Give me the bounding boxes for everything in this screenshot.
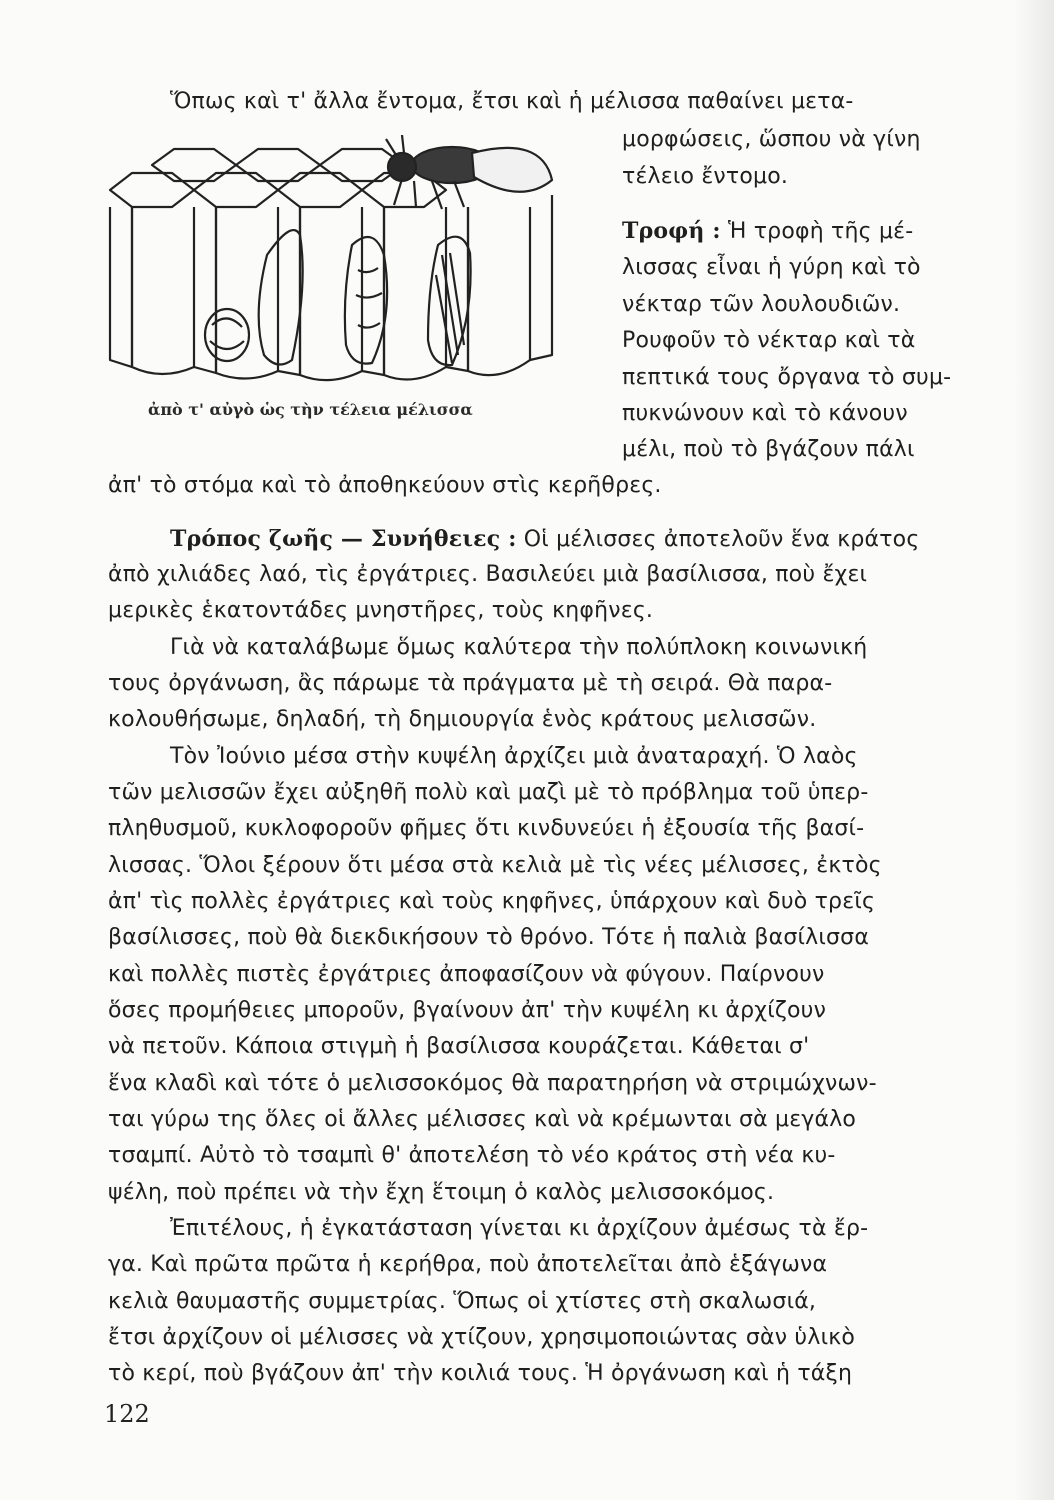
body-line: Ἐπιτέλους, ἡ ἐγκατάσταση γίνεται κι ἀρχίζουν ἀμέσως τὰ ἔρ- <box>170 1216 869 1241</box>
intro-line-3: τέλειο ἔντομο. <box>622 164 789 189</box>
trofi-heading: Τροφή : <box>622 218 721 244</box>
trofi-first-line <box>622 213 913 251</box>
hex-cell-top <box>278 173 362 207</box>
hex-cell-top <box>236 149 320 181</box>
body-line: ἕνα κλαδὶ καὶ τότε ὁ μελισσοκόμος θὰ παρατηρήση νὰ στριμώχνων- <box>108 1071 877 1096</box>
body-line: νὰ πετοῦν. Κάποια στιγμὴ ἡ βασίλισσα κουράζεται. Κάθεται σ' <box>108 1034 810 1059</box>
body-line: κολουθήσωμε, δηλαδή, τὴ δημιουργία ἑνὸς κράτους μελισσῶν. <box>108 707 817 732</box>
trofi-line: πεπτικά τους ὄργανα τὸ συμ- <box>622 365 952 390</box>
body-line: κελιὰ θαυμαστῆς συμμετρίας. Ὅπως οἱ χτίστες στὴ σκαλωσιά, <box>108 1289 817 1314</box>
body-line: λισσας. Ὅλοι ξέρουν ὅτι μέσα στὰ κελιὰ μὲ τὶς νέες μέλισσες, ἐκτὸς <box>108 853 882 878</box>
adult-bee-head <box>388 153 416 181</box>
body-line: ψέλη, ποὺ πρέπει νὰ τὴν ἔχη ἕτοιμη ὁ καλὸς μελισσοκόμος. <box>108 1180 775 1205</box>
egg-larva-curled <box>205 309 249 361</box>
body-line: ἀπὸ χιλιάδες λαό, τὶς ἐργάτριες. Βασιλεύει μιὰ βασίλισσα, ποὺ ἔχει <box>108 562 868 587</box>
body-line: γα. Καὶ πρῶτα πρῶτα ἡ κερήθρα, ποὺ ἀποτελεῖται ἀπὸ ἑξάγωνα <box>108 1252 828 1277</box>
body-line: βασίλισσες, ποὺ θὰ διεκδικήσουν τὸ θρόνο. Τότε ἡ παλιὰ βασίλισσα <box>108 925 870 950</box>
body-line: ἀπ' τὶς πολλὲς ἐργάτριες καὶ τοὺς κηφῆνες, ὑπάρχουν καὶ δυὸ τρεῖς <box>108 889 876 914</box>
body-line: Τὸν Ἰούνιο μέσα στὴν κυψέλη ἀρχίζει μιὰ ἀναταραχή. Ὁ λαὸς <box>170 744 858 769</box>
tropos-first-line <box>170 521 919 559</box>
trofi-line: λισσας εἶναι ἡ γύρη καὶ τὸ <box>622 255 921 280</box>
body-line: τους ὀργάνωση, ἂς πάρωμε τὰ πράγματα μὲ τὴ σειρά. Θὰ παρα- <box>108 671 833 696</box>
figure-caption: ἀπὸ τ' αὐγὸ ὡς τὴν τέλεια μέλισσα <box>148 400 473 419</box>
trofi-line: νέκταρ τῶν λουλουδιῶν. <box>622 292 901 317</box>
body-line: μερικὲς ἑκατοντάδες μνηστῆρες, τοὺς κηφῆνες. <box>108 598 654 623</box>
body-line: καὶ πολλὲς πιστὲς ἐργάτριες ἀποφασίζουν νὰ φύγουν. Παίρνουν <box>108 962 825 987</box>
larva <box>259 230 303 364</box>
trofi-first-line-rest: Ἡ τροφὴ τῆς μέ- <box>720 219 914 244</box>
pupa <box>345 237 387 364</box>
page-number: 122 <box>104 1400 150 1428</box>
body-line: ἔτσι ἀρχίζουν οἱ μέλισσες νὰ χτίζουν, χρησιμοποιώντας σὰν ὑλικὸ <box>108 1325 856 1350</box>
hex-cell-top <box>152 149 236 181</box>
trofi-line: μέλι, ποὺ τὸ βγάζουν πάλι <box>622 437 915 462</box>
body-line: ται γύρω της ὅλες οἱ ἄλλες μέλισσες καὶ νὰ κρέμωνται σὰ μεγάλο <box>108 1107 857 1132</box>
intro-line-1: Ὅπως καὶ τ' ἄλλα ἔντομα, ἔτσι καὶ ἡ μέλισσα παθαίνει μετα- <box>170 89 854 114</box>
hex-cell-top <box>194 173 278 207</box>
trofi-line: ἀπ' τὸ στόμα καὶ τὸ ἀποθηκεύουν στὶς κερῆθρες. <box>108 473 662 498</box>
body-line: ὅσες προμήθειες μποροῦν, βγαίνουν ἀπ' τὴν κυψέλη κι ἀρχίζουν <box>108 998 827 1023</box>
bee-metamorphosis-illustration <box>102 135 572 385</box>
tropos-first-line-rest: Οἱ μέλισσες ἀποτελοῦν ἕνα κράτος <box>516 527 920 552</box>
tropos-heading: Τρόπος ζωῆς — Συνήθειες : <box>170 526 517 552</box>
body-line: πληθυσμοῦ, κυκλοφοροῦν φῆμες ὅτι κινδυνεύει ἡ ἐξουσία τῆς βασί- <box>108 816 865 841</box>
body-line: τῶν μελισσῶν ἔχει αὐξηθῆ πολὺ καὶ μαζὶ μὲ τὸ πρόβλημα τοῦ ὑπερ- <box>108 780 869 805</box>
trofi-line: πυκνώνουν καὶ τὸ κάνουν <box>622 401 908 426</box>
body-line: Γιὰ νὰ καταλάβωμε ὅμως καλύτερα τὴν πολύπλοκη κοινωνική <box>170 635 868 660</box>
hex-cell-top <box>110 173 194 207</box>
page-gutter-shadow <box>1014 0 1054 1500</box>
body-line: τὸ κερί, ποὺ βγάζουν ἀπ' τὴν κοιλιά τους. Ἡ ὀργάνωση καὶ ἡ τάξη <box>108 1361 853 1386</box>
adult-bee-wing <box>472 148 552 192</box>
trofi-line: Ρουφοῦν τὸ νέκταρ καὶ τὰ <box>622 328 916 353</box>
intro-line-2: μορφώσεις, ὥσπου νὰ γίνη <box>622 127 921 152</box>
body-line: τσαμπί. Αὐτὸ τὸ τσαμπὶ θ' ἀποτελέση τὸ νέο κράτος στὴ νέα κυ- <box>108 1143 836 1168</box>
